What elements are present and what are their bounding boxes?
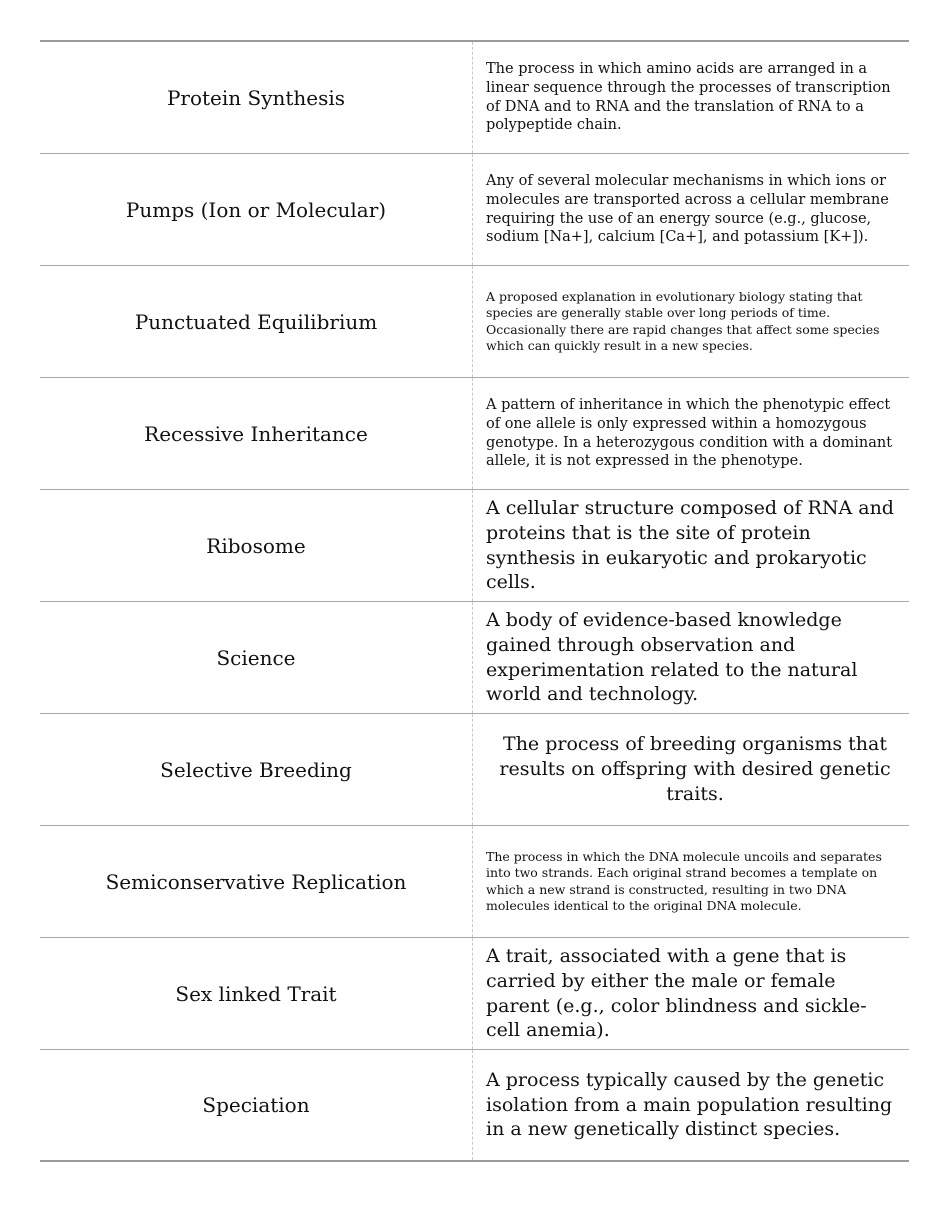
term-cell: Sex linked Trait xyxy=(40,938,473,1049)
definition-cell: A process typically caused by the genetic isolation from a main population resulting in a new genetically distinct species. xyxy=(486,1068,893,1141)
term-cell: Science xyxy=(40,602,473,713)
term-cell: Ribosome xyxy=(40,490,473,601)
term-cell: Punctuated Equilibrium xyxy=(40,266,473,377)
definition-cell: The process in which amino acids are arranged in a linear sequence through the processes of transcription of DNA and to RNA and the translation of RNA to a polypeptide chain. xyxy=(486,60,891,134)
definition-cell: The process of breeding organisms that results on offspring with desired genetic traits. xyxy=(499,733,891,805)
vocabulary-card-table xyxy=(40,40,909,1162)
term-cell: Pumps (Ion or Molecular) xyxy=(40,154,473,265)
card-row xyxy=(40,938,909,1050)
term-cell: Semiconservative Replication xyxy=(40,826,473,937)
card-row xyxy=(40,826,909,938)
card-row xyxy=(40,490,909,602)
term-cell: Speciation xyxy=(40,1050,473,1160)
definition-cell: Any of several molecular mechanisms in which ions or molecules are transported across a cellular membrane requiring the use of an energy source (e.g., glucose, sodium [Na+], calcium [Ca+], and potassium [K+]). xyxy=(486,172,889,246)
term-cell: Protein Synthesis xyxy=(40,42,473,153)
card-row xyxy=(40,1050,909,1162)
definition-cell: A trait, associated with a gene that is carried by either the male or female parent (e.g., color blindness and sickle-cell anemia). xyxy=(486,945,867,1042)
definition-cell: A body of evidence-based knowledge gained through observation and experimentation related to the natural world and technology. xyxy=(486,609,858,706)
card-row xyxy=(40,714,909,826)
definition-cell: A pattern of inheritance in which the phenotypic effect of one allele is only expressed within a homozygous genotype. In a heterozygous condition with a dominant allele, it is not expressed in the phenotype. xyxy=(486,396,893,470)
card-row xyxy=(40,378,909,490)
card-row xyxy=(40,266,909,378)
term-cell: Recessive Inheritance xyxy=(40,378,473,489)
card-row xyxy=(40,42,909,154)
card-row xyxy=(40,154,909,266)
definition-cell: A cellular structure composed of RNA and proteins that is the site of protein synthesis in eukaryotic and prokaryotic cells. xyxy=(486,497,894,594)
card-row xyxy=(40,602,909,714)
definition-cell: A proposed explanation in evolutionary biology stating that species are generally stable over long periods of time. Occasionally there are rapid changes that affect some species which can quickly result in a new species. xyxy=(486,289,880,353)
term-cell: Selective Breeding xyxy=(40,714,473,825)
definition-cell: The process in which the DNA molecule uncoils and separates into two strands. Each original strand becomes a template on which a new strand is constructed, resulting in two DNA molecules identical to the original DNA molecule. xyxy=(486,849,882,913)
